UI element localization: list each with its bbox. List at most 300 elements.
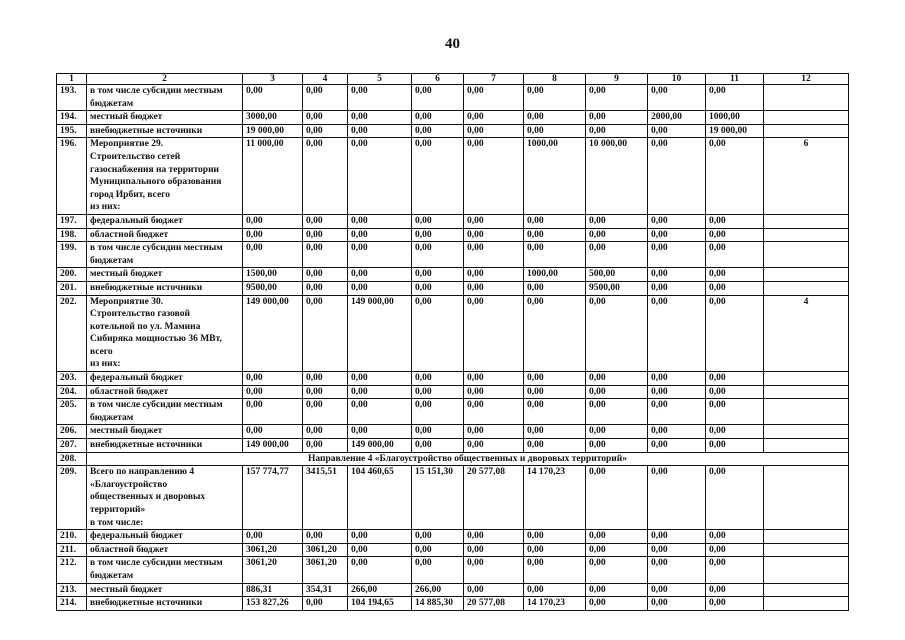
description-line: город Ирбит, всего bbox=[90, 189, 170, 200]
value-cell-col-8: 0,00 bbox=[524, 583, 586, 597]
row-description bbox=[87, 425, 243, 439]
column-header-7: 7 bbox=[464, 74, 524, 85]
value-cell-col-4: 0,00 bbox=[303, 228, 348, 242]
value-cell-col-4: 0,00 bbox=[303, 385, 348, 399]
row-number: 213. bbox=[57, 583, 87, 597]
description-line: бюджетам bbox=[90, 98, 134, 109]
table-row bbox=[57, 385, 849, 399]
description-line: Строительство сетей bbox=[90, 151, 181, 162]
value-cell-col-6: 0,00 bbox=[412, 399, 464, 425]
value-cell-col-9: 0,00 bbox=[586, 439, 648, 453]
value-cell-col-8: 0,00 bbox=[524, 295, 586, 372]
value-cell-col-8: 0,00 bbox=[524, 385, 586, 399]
row-number: 193. bbox=[57, 85, 87, 111]
row-number: 211. bbox=[57, 543, 87, 557]
row-description bbox=[87, 543, 243, 557]
table-row bbox=[57, 425, 849, 439]
value-cell-col-12: 6 bbox=[764, 138, 849, 215]
description-line: в том числе субсидии местным bbox=[90, 558, 223, 569]
row-description bbox=[87, 268, 243, 282]
value-cell-col-5: 0,00 bbox=[348, 557, 412, 583]
value-cell-col-12 bbox=[764, 268, 849, 282]
value-cell-col-4: 0,00 bbox=[303, 372, 348, 386]
description-line: в том числе субсидии местным bbox=[90, 400, 223, 411]
value-cell-col-5: 0,00 bbox=[348, 385, 412, 399]
description-line: федеральный бюджет bbox=[90, 373, 183, 384]
value-cell-col-7: 0,00 bbox=[464, 385, 524, 399]
column-header-9: 9 bbox=[586, 74, 648, 85]
value-cell-col-9: 0,00 bbox=[586, 466, 648, 530]
value-cell-col-5: 0,00 bbox=[348, 372, 412, 386]
row-number: 205. bbox=[57, 399, 87, 425]
table-row bbox=[57, 228, 849, 242]
row-description bbox=[87, 372, 243, 386]
header-row bbox=[57, 74, 849, 85]
value-cell-col-3: 3061,20 bbox=[243, 543, 303, 557]
value-cell-col-6: 0,00 bbox=[412, 557, 464, 583]
value-cell-col-12 bbox=[764, 583, 849, 597]
description-line: областной бюджет bbox=[90, 544, 169, 555]
value-cell-col-9: 0,00 bbox=[586, 425, 648, 439]
value-cell-col-9: 500,00 bbox=[586, 268, 648, 282]
value-cell-col-7: 0,00 bbox=[464, 138, 524, 215]
description-line: местный бюджет bbox=[90, 269, 163, 280]
value-cell-col-7: 0,00 bbox=[464, 111, 524, 125]
value-cell-col-10: 0,00 bbox=[648, 543, 706, 557]
value-cell-col-8: 0,00 bbox=[524, 530, 586, 544]
value-cell-col-3: 886,31 bbox=[243, 583, 303, 597]
value-cell-col-3: 3061,20 bbox=[243, 557, 303, 583]
value-cell-col-11: 0,00 bbox=[706, 543, 764, 557]
description-line: из них: bbox=[90, 359, 121, 370]
value-cell-col-9: 0,00 bbox=[586, 228, 648, 242]
row-description bbox=[87, 242, 243, 268]
value-cell-col-9: 0,00 bbox=[586, 399, 648, 425]
value-cell-col-8: 1000,00 bbox=[524, 268, 586, 282]
description-line: Строительство газовой bbox=[90, 309, 190, 320]
description-line: федеральный бюджет bbox=[90, 531, 183, 542]
value-cell-col-10: 0,00 bbox=[648, 372, 706, 386]
value-cell-col-10: 0,00 bbox=[648, 228, 706, 242]
description-line: Всего по направлению 4 bbox=[90, 467, 195, 478]
row-number: 203. bbox=[57, 372, 87, 386]
value-cell-col-3: 0,00 bbox=[243, 385, 303, 399]
row-description bbox=[87, 214, 243, 228]
description-line: бюджетам bbox=[90, 570, 134, 581]
value-cell-col-11: 0,00 bbox=[706, 214, 764, 228]
value-cell-col-12 bbox=[764, 281, 849, 295]
table-row bbox=[57, 242, 849, 268]
value-cell-col-3: 1500,00 bbox=[243, 268, 303, 282]
value-cell-col-8: 0,00 bbox=[524, 281, 586, 295]
value-cell-col-12: 4 bbox=[764, 295, 849, 372]
description-line: Мероприятие 30. bbox=[90, 296, 164, 307]
description-line: местный бюджет bbox=[90, 426, 163, 437]
value-cell-col-10: 0,00 bbox=[648, 583, 706, 597]
value-cell-col-5: 0,00 bbox=[348, 399, 412, 425]
value-cell-col-8: 0,00 bbox=[524, 439, 586, 453]
row-description bbox=[87, 111, 243, 125]
row-number: 206. bbox=[57, 425, 87, 439]
value-cell-col-10: 0,00 bbox=[648, 530, 706, 544]
description-line: Сибиряка мощностью 36 МВт, bbox=[90, 334, 222, 345]
value-cell-col-7: 0,00 bbox=[464, 281, 524, 295]
value-cell-col-6: 0,00 bbox=[412, 439, 464, 453]
value-cell-col-11: 0,00 bbox=[706, 372, 764, 386]
description-line: территорий» bbox=[90, 505, 146, 515]
value-cell-col-12 bbox=[764, 372, 849, 386]
description-line: бюджетам bbox=[90, 412, 134, 423]
value-cell-col-11: 0,00 bbox=[706, 583, 764, 597]
value-cell-col-4: 0,00 bbox=[303, 597, 348, 611]
value-cell-col-7: 0,00 bbox=[464, 85, 524, 111]
column-header-5: 5 bbox=[348, 74, 412, 85]
value-cell-col-7: 0,00 bbox=[464, 214, 524, 228]
value-cell-col-11: 0,00 bbox=[706, 281, 764, 295]
value-cell-col-9: 0,00 bbox=[586, 597, 648, 611]
description-line: внебюджетные источники bbox=[90, 598, 203, 609]
value-cell-col-8: 0,00 bbox=[524, 399, 586, 425]
value-cell-col-9: 0,00 bbox=[586, 85, 648, 111]
column-header-10: 10 bbox=[648, 74, 706, 85]
value-cell-col-6: 0,00 bbox=[412, 281, 464, 295]
value-cell-col-9: 0,00 bbox=[586, 111, 648, 125]
value-cell-col-9: 0,00 bbox=[586, 543, 648, 557]
value-cell-col-12 bbox=[764, 385, 849, 399]
value-cell-col-6: 0,00 bbox=[412, 425, 464, 439]
value-cell-col-11: 0,00 bbox=[706, 439, 764, 453]
value-cell-col-9: 0,00 bbox=[586, 372, 648, 386]
value-cell-col-7: 0,00 bbox=[464, 543, 524, 557]
row-description bbox=[87, 583, 243, 597]
value-cell-col-5: 104 194,65 bbox=[348, 597, 412, 611]
value-cell-col-6: 0,00 bbox=[412, 530, 464, 544]
column-header-8: 8 bbox=[524, 74, 586, 85]
table-row bbox=[57, 372, 849, 386]
table-row bbox=[57, 557, 849, 583]
value-cell-col-12 bbox=[764, 466, 849, 530]
row-number: 197. bbox=[57, 214, 87, 228]
value-cell-col-8: 0,00 bbox=[524, 124, 586, 138]
value-cell-col-11: 0,00 bbox=[706, 85, 764, 111]
row-description bbox=[87, 228, 243, 242]
value-cell-col-6: 0,00 bbox=[412, 228, 464, 242]
value-cell-col-6: 15 151,30 bbox=[412, 466, 464, 530]
value-cell-col-3: 0,00 bbox=[243, 85, 303, 111]
value-cell-col-4: 0,00 bbox=[303, 85, 348, 111]
value-cell-col-3: 3000,00 bbox=[243, 111, 303, 125]
table-row bbox=[57, 399, 849, 425]
value-cell-col-8: 0,00 bbox=[524, 85, 586, 111]
table-body bbox=[57, 74, 849, 611]
value-cell-col-12 bbox=[764, 597, 849, 611]
table-row bbox=[57, 85, 849, 111]
value-cell-col-11: 0,00 bbox=[706, 295, 764, 372]
value-cell-col-5: 0,00 bbox=[348, 85, 412, 111]
value-cell-col-4: 3415,51 bbox=[303, 466, 348, 530]
value-cell-col-6: 0,00 bbox=[412, 372, 464, 386]
value-cell-col-12 bbox=[764, 124, 849, 138]
value-cell-col-11: 1000,00 bbox=[706, 111, 764, 125]
value-cell-col-8: 0,00 bbox=[524, 557, 586, 583]
table-row bbox=[57, 214, 849, 228]
value-cell-col-10: 0,00 bbox=[648, 399, 706, 425]
row-number: 204. bbox=[57, 385, 87, 399]
value-cell-col-6: 0,00 bbox=[412, 385, 464, 399]
table-row bbox=[57, 138, 849, 215]
value-cell-col-10: 0,00 bbox=[648, 385, 706, 399]
value-cell-col-6: 14 885,30 bbox=[412, 597, 464, 611]
value-cell-col-11: 0,00 bbox=[706, 425, 764, 439]
row-description bbox=[87, 281, 243, 295]
value-cell-col-9: 0,00 bbox=[586, 242, 648, 268]
row-number: 195. bbox=[57, 124, 87, 138]
table-row bbox=[57, 268, 849, 282]
value-cell-col-10: 0,00 bbox=[648, 138, 706, 215]
value-cell-col-9: 0,00 bbox=[586, 385, 648, 399]
value-cell-col-10: 0,00 bbox=[648, 597, 706, 611]
value-cell-col-3: 157 774,77 bbox=[243, 466, 303, 530]
value-cell-col-3: 0,00 bbox=[243, 214, 303, 228]
value-cell-col-12 bbox=[764, 214, 849, 228]
value-cell-col-4: 0,00 bbox=[303, 425, 348, 439]
value-cell-col-4: 3061,20 bbox=[303, 543, 348, 557]
value-cell-col-3: 149 000,00 bbox=[243, 295, 303, 372]
value-cell-col-6: 0,00 bbox=[412, 138, 464, 215]
row-description bbox=[87, 557, 243, 583]
description-line: газоснабжения на территории bbox=[90, 164, 220, 175]
value-cell-col-9: 0,00 bbox=[586, 557, 648, 583]
value-cell-col-7: 0,00 bbox=[464, 268, 524, 282]
value-cell-col-11: 0,00 bbox=[706, 268, 764, 282]
value-cell-col-8: 0,00 bbox=[524, 214, 586, 228]
value-cell-col-5: 149 000,00 bbox=[348, 439, 412, 453]
value-cell-col-4: 0,00 bbox=[303, 530, 348, 544]
section-title: Направление 4 «Благоустройство общественных и дворовых территорий» bbox=[87, 452, 849, 466]
row-description bbox=[87, 85, 243, 111]
value-cell-col-8: 0,00 bbox=[524, 111, 586, 125]
table-row bbox=[57, 439, 849, 453]
table-row bbox=[57, 111, 849, 125]
value-cell-col-4: 3061,20 bbox=[303, 557, 348, 583]
value-cell-col-10: 0,00 bbox=[648, 439, 706, 453]
table-row bbox=[57, 583, 849, 597]
value-cell-col-5: 0,00 bbox=[348, 425, 412, 439]
value-cell-col-3: 0,00 bbox=[243, 399, 303, 425]
description-line: общественных и дворовых bbox=[90, 492, 206, 503]
value-cell-col-11: 0,00 bbox=[706, 228, 764, 242]
row-description bbox=[87, 439, 243, 453]
value-cell-col-7: 0,00 bbox=[464, 583, 524, 597]
value-cell-col-10: 0,00 bbox=[648, 268, 706, 282]
description-line: местный бюджет bbox=[90, 112, 163, 123]
value-cell-col-7: 0,00 bbox=[464, 425, 524, 439]
row-number: 208. bbox=[57, 452, 87, 466]
column-header-6: 6 bbox=[412, 74, 464, 85]
value-cell-col-5: 0,00 bbox=[348, 111, 412, 125]
value-cell-col-7: 0,00 bbox=[464, 557, 524, 583]
value-cell-col-7: 0,00 bbox=[464, 439, 524, 453]
value-cell-col-7: 20 577,08 bbox=[464, 466, 524, 530]
table-row bbox=[57, 530, 849, 544]
table-row bbox=[57, 597, 849, 611]
value-cell-col-6: 0,00 bbox=[412, 111, 464, 125]
value-cell-col-6: 0,00 bbox=[412, 85, 464, 111]
row-number: 209. bbox=[57, 466, 87, 530]
value-cell-col-6: 266,00 bbox=[412, 583, 464, 597]
description-line: «Благоустройство bbox=[90, 479, 168, 490]
value-cell-col-6: 0,00 bbox=[412, 242, 464, 268]
description-line: федеральный бюджет bbox=[90, 215, 183, 226]
value-cell-col-10: 0,00 bbox=[648, 557, 706, 583]
table-row bbox=[57, 124, 849, 138]
value-cell-col-3: 0,00 bbox=[243, 530, 303, 544]
table-row bbox=[57, 281, 849, 295]
table-row bbox=[57, 295, 849, 372]
value-cell-col-4: 0,00 bbox=[303, 399, 348, 425]
description-line: Мероприятие 29. bbox=[90, 139, 164, 150]
row-number: 201. bbox=[57, 281, 87, 295]
value-cell-col-3: 19 000,00 bbox=[243, 124, 303, 138]
value-cell-col-4: 0,00 bbox=[303, 242, 348, 268]
value-cell-col-10: 0,00 bbox=[648, 242, 706, 268]
value-cell-col-9: 0,00 bbox=[586, 530, 648, 544]
value-cell-col-10: 0,00 bbox=[648, 85, 706, 111]
value-cell-col-12 bbox=[764, 530, 849, 544]
description-line: местный бюджет bbox=[90, 584, 163, 595]
value-cell-col-12 bbox=[764, 85, 849, 111]
value-cell-col-7: 0,00 bbox=[464, 124, 524, 138]
value-cell-col-10: 2000,00 bbox=[648, 111, 706, 125]
value-cell-col-3: 11 000,00 bbox=[243, 138, 303, 215]
row-description bbox=[87, 530, 243, 544]
value-cell-col-5: 0,00 bbox=[348, 281, 412, 295]
value-cell-col-11: 0,00 bbox=[706, 530, 764, 544]
value-cell-col-11: 0,00 bbox=[706, 557, 764, 583]
column-header-3: 3 bbox=[243, 74, 303, 85]
table-row bbox=[57, 543, 849, 557]
value-cell-col-7: 0,00 bbox=[464, 242, 524, 268]
value-cell-col-4: 0,00 bbox=[303, 138, 348, 215]
value-cell-col-12 bbox=[764, 425, 849, 439]
row-number: 212. bbox=[57, 557, 87, 583]
description-line: из них: bbox=[90, 202, 121, 213]
value-cell-col-5: 0,00 bbox=[348, 124, 412, 138]
row-number: 196. bbox=[57, 138, 87, 215]
value-cell-col-3: 0,00 bbox=[243, 228, 303, 242]
description-line: областной бюджет bbox=[90, 229, 169, 240]
column-header-11: 11 bbox=[706, 74, 764, 85]
value-cell-col-9: 0,00 bbox=[586, 124, 648, 138]
value-cell-col-10: 0,00 bbox=[648, 124, 706, 138]
value-cell-col-5: 0,00 bbox=[348, 543, 412, 557]
row-number: 207. bbox=[57, 439, 87, 453]
value-cell-col-11: 0,00 bbox=[706, 385, 764, 399]
value-cell-col-6: 0,00 bbox=[412, 214, 464, 228]
value-cell-col-5: 0,00 bbox=[348, 138, 412, 215]
description-line: внебюджетные источники bbox=[90, 282, 203, 293]
row-description bbox=[87, 124, 243, 138]
value-cell-col-5: 0,00 bbox=[348, 214, 412, 228]
value-cell-col-12 bbox=[764, 228, 849, 242]
value-cell-col-8: 0,00 bbox=[524, 228, 586, 242]
value-cell-col-4: 0,00 bbox=[303, 268, 348, 282]
value-cell-col-5: 104 460,65 bbox=[348, 466, 412, 530]
value-cell-col-8: 0,00 bbox=[524, 372, 586, 386]
row-description bbox=[87, 597, 243, 611]
row-number: 210. bbox=[57, 530, 87, 544]
value-cell-col-7: 0,00 bbox=[464, 372, 524, 386]
value-cell-col-5: 149 000,00 bbox=[348, 295, 412, 372]
value-cell-col-12 bbox=[764, 557, 849, 583]
column-header-12: 12 bbox=[764, 74, 849, 85]
value-cell-col-3: 153 827,26 bbox=[243, 597, 303, 611]
value-cell-col-7: 0,00 bbox=[464, 295, 524, 372]
description-line: всего bbox=[90, 346, 113, 357]
table-row bbox=[57, 466, 849, 530]
value-cell-col-5: 0,00 bbox=[348, 268, 412, 282]
value-cell-col-3: 0,00 bbox=[243, 242, 303, 268]
value-cell-col-12 bbox=[764, 543, 849, 557]
budget-table bbox=[56, 73, 849, 611]
value-cell-col-11: 0,00 bbox=[706, 138, 764, 215]
value-cell-col-11: 0,00 bbox=[706, 399, 764, 425]
value-cell-col-12 bbox=[764, 399, 849, 425]
row-number: 198. bbox=[57, 228, 87, 242]
row-number: 194. bbox=[57, 111, 87, 125]
column-header-4: 4 bbox=[303, 74, 348, 85]
value-cell-col-8: 0,00 bbox=[524, 543, 586, 557]
value-cell-col-6: 0,00 bbox=[412, 295, 464, 372]
section-row bbox=[57, 452, 849, 466]
value-cell-col-9: 10 000,00 bbox=[586, 138, 648, 215]
value-cell-col-4: 0,00 bbox=[303, 214, 348, 228]
page-number: 40 bbox=[445, 36, 460, 52]
description-line: в том числе субсидии местным bbox=[90, 243, 223, 254]
value-cell-col-4: 0,00 bbox=[303, 295, 348, 372]
row-number: 199. bbox=[57, 242, 87, 268]
value-cell-col-5: 0,00 bbox=[348, 530, 412, 544]
value-cell-col-3: 0,00 bbox=[243, 372, 303, 386]
description-line: котельной по ул. Мамина bbox=[90, 321, 201, 332]
value-cell-col-10: 0,00 bbox=[648, 425, 706, 439]
value-cell-col-12 bbox=[764, 111, 849, 125]
value-cell-col-12 bbox=[764, 242, 849, 268]
value-cell-col-6: 0,00 bbox=[412, 268, 464, 282]
value-cell-col-9: 9500,00 bbox=[586, 281, 648, 295]
value-cell-col-8: 1000,00 bbox=[524, 138, 586, 215]
row-description bbox=[87, 138, 243, 215]
description-line: бюджетам bbox=[90, 255, 134, 266]
value-cell-col-3: 9500,00 bbox=[243, 281, 303, 295]
value-cell-col-8: 14 170,23 bbox=[524, 597, 586, 611]
value-cell-col-12 bbox=[764, 439, 849, 453]
row-number: 202. bbox=[57, 295, 87, 372]
value-cell-col-7: 0,00 bbox=[464, 530, 524, 544]
description-line: внебюджетные источники bbox=[90, 125, 203, 136]
value-cell-col-6: 0,00 bbox=[412, 543, 464, 557]
description-line: областной бюджет bbox=[90, 386, 169, 397]
value-cell-col-7: 0,00 bbox=[464, 399, 524, 425]
column-header-1: 1 bbox=[57, 74, 87, 85]
row-description bbox=[87, 399, 243, 425]
value-cell-col-9: 0,00 bbox=[586, 295, 648, 372]
value-cell-col-9: 0,00 bbox=[586, 583, 648, 597]
value-cell-col-10: 0,00 bbox=[648, 466, 706, 530]
row-number: 214. bbox=[57, 597, 87, 611]
value-cell-col-11: 0,00 bbox=[706, 242, 764, 268]
value-cell-col-8: 14 170,23 bbox=[524, 466, 586, 530]
